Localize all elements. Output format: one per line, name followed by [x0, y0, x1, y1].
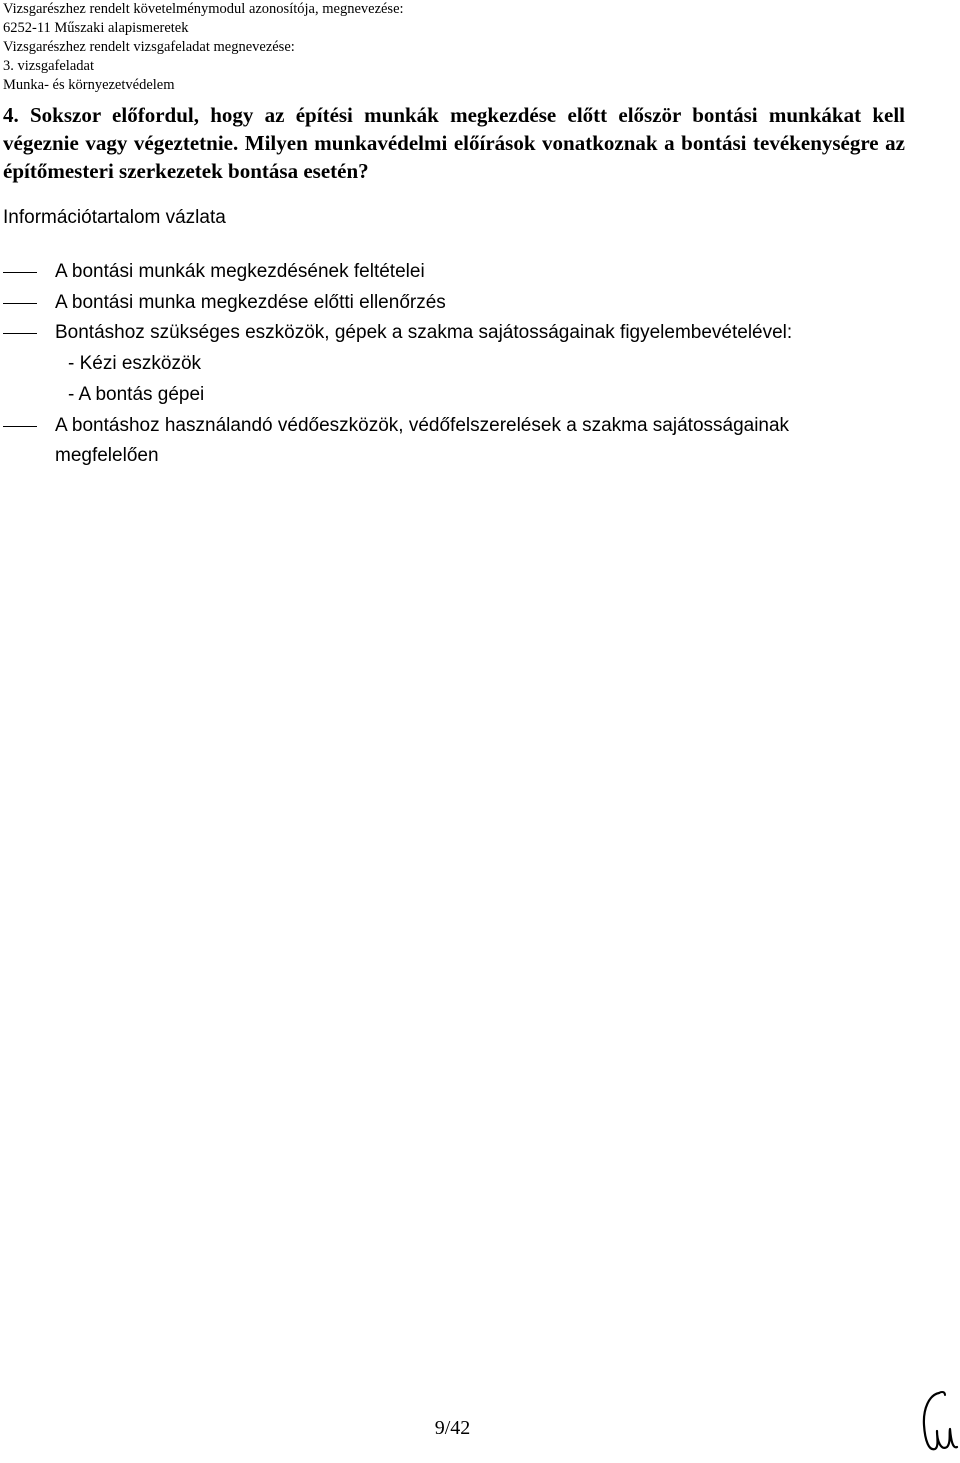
header-task-label: Vizsgarészhez rendelt vizsgafeladat megnevezése: [3, 39, 295, 55]
document-header [3, 0, 943, 95]
header-module-name: 6252-11 Műszaki alapismeretek [3, 20, 189, 36]
outline-item [0, 288, 895, 319]
outline-item-text: Bontáshoz szükséges eszközök, gépek a szakma sajátosságainak figyelembevételével: [55, 322, 793, 344]
dash-bullet-icon [3, 426, 37, 427]
signature-icon [915, 1385, 960, 1460]
outline-item-text: A bontáshoz használandó védőeszközök, védőfelszerelések a szakma sajátosságainak megfelelően [55, 414, 790, 467]
outline-subitem: - Kézi eszközök [68, 353, 202, 375]
outline-item-text: A bontási munkák megkezdésének feltételei [55, 261, 425, 282]
outline-item-text: A bontási munka megkezdése előtti ellenőrzés [55, 291, 446, 313]
outline-list [0, 257, 960, 472]
dash-bullet-icon [3, 303, 37, 304]
question-text: 4. Sokszor előfordul, hogy az építési munkák megkezdése előtt először bontási munkákat kell végeznie vagy végeztetnie. Milyen munkavédelmi előírások vonatkoznak a bontási tevékenységre az építőmesteri szerkezetek bontása esetén? [3, 103, 905, 183]
header-task-number: 3. vizsgafeladat [3, 58, 94, 74]
dash-bullet-icon [3, 333, 37, 334]
header-task-name: Munka- és környezetvédelem [3, 77, 175, 93]
outline-item [0, 257, 895, 288]
outline-item [0, 318, 895, 349]
dash-bullet-icon [3, 272, 37, 273]
page-number: 9/42 [434, 1417, 471, 1439]
header-module-label: Vizsgarészhez rendelt követelménymodul azonosítója, megnevezése: [3, 1, 404, 17]
outline-title: Információtartalom vázlata [3, 207, 226, 228]
outline-item [0, 411, 845, 472]
outline-subitem: - A bontás gépei [68, 383, 205, 405]
